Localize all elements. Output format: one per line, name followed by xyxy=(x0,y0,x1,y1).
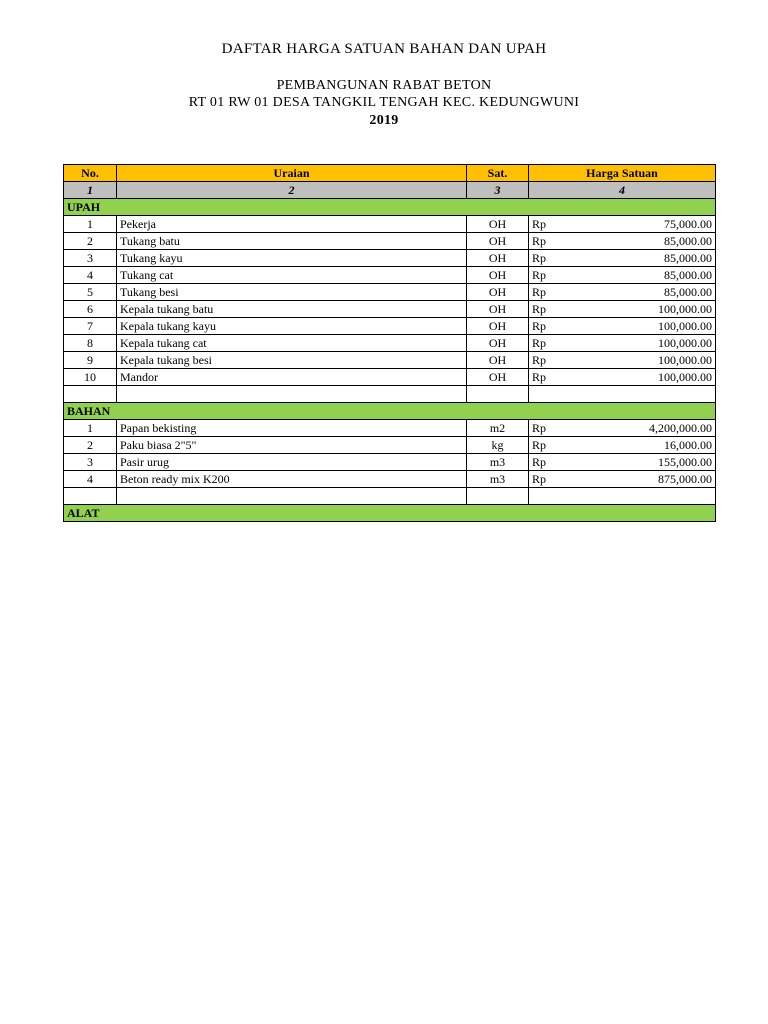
project-name: PEMBANGUNAN RABAT BETON xyxy=(276,78,492,93)
currency-label: Rp xyxy=(532,234,547,248)
row-price-cell xyxy=(529,233,716,250)
row-description: Tukang cat xyxy=(117,267,467,284)
row-description: Kepala tukang kayu xyxy=(117,318,467,335)
row-unit: OH xyxy=(467,301,529,318)
row-description: Tukang besi xyxy=(117,284,467,301)
currency-label: Rp xyxy=(532,455,547,469)
empty-row xyxy=(64,386,716,403)
row-price-cell xyxy=(529,369,716,386)
row-number: 9 xyxy=(64,352,117,369)
row-unit: m2 xyxy=(467,420,529,437)
row-number: 3 xyxy=(64,454,117,471)
table-row xyxy=(64,233,716,250)
price-table xyxy=(63,164,716,522)
row-price-cell xyxy=(529,216,716,233)
section-label: UPAH xyxy=(64,199,716,216)
row-number: 4 xyxy=(64,267,117,284)
row-number: 1 xyxy=(64,216,117,233)
column-header-no: No. xyxy=(64,165,117,182)
row-price: 100,000.00 xyxy=(658,302,712,316)
row-unit: m3 xyxy=(467,454,529,471)
project-location: RT 01 RW 01 DESA TANGKIL TENGAH KEC. KEDUNGWUNI xyxy=(188,95,580,110)
table-row xyxy=(64,216,716,233)
row-number: 8 xyxy=(64,335,117,352)
row-price-cell xyxy=(529,267,716,284)
table-row xyxy=(64,454,716,471)
row-description: Paku biasa 2"5" xyxy=(117,437,467,454)
row-price-cell xyxy=(529,335,716,352)
empty-cell xyxy=(467,386,529,403)
row-number: 1 xyxy=(64,420,117,437)
column-header-uraian: Uraian xyxy=(117,165,467,182)
empty-cell xyxy=(64,386,117,403)
row-price: 875,000.00 xyxy=(658,472,712,486)
row-number: 2 xyxy=(64,437,117,454)
row-price: 85,000.00 xyxy=(664,268,712,282)
section-label: ALAT xyxy=(64,505,716,522)
column-index: 1 xyxy=(64,182,117,199)
row-unit: OH xyxy=(467,352,529,369)
row-number: 7 xyxy=(64,318,117,335)
row-unit: OH xyxy=(467,284,529,301)
currency-label: Rp xyxy=(532,268,547,282)
empty-cell xyxy=(529,386,716,403)
table-row xyxy=(64,420,716,437)
row-number: 3 xyxy=(64,250,117,267)
row-unit: m3 xyxy=(467,471,529,488)
column-index: 2 xyxy=(117,182,467,199)
row-price-cell xyxy=(529,352,716,369)
table-row xyxy=(64,284,716,301)
row-description: Pasir urug xyxy=(117,454,467,471)
column-index: 4 xyxy=(529,182,716,199)
row-description: Papan bekisting xyxy=(117,420,467,437)
row-unit: OH xyxy=(467,335,529,352)
row-unit: OH xyxy=(467,233,529,250)
column-header-sat: Sat. xyxy=(467,165,529,182)
section-row-alat xyxy=(64,505,716,522)
currency-label: Rp xyxy=(532,217,547,231)
row-unit: OH xyxy=(467,267,529,284)
row-description: Kepala tukang besi xyxy=(117,352,467,369)
row-price-cell xyxy=(529,471,716,488)
table-row xyxy=(64,301,716,318)
row-price: 100,000.00 xyxy=(658,319,712,333)
row-unit: OH xyxy=(467,216,529,233)
currency-label: Rp xyxy=(532,319,547,333)
column-index: 3 xyxy=(467,182,529,199)
row-price: 155,000.00 xyxy=(658,455,712,469)
table-row xyxy=(64,437,716,454)
currency-label: Rp xyxy=(532,285,547,299)
table-row xyxy=(64,250,716,267)
row-number: 4 xyxy=(64,471,117,488)
empty-row xyxy=(64,488,716,505)
empty-cell xyxy=(117,386,467,403)
currency-label: Rp xyxy=(532,370,547,384)
table-row xyxy=(64,318,716,335)
row-price: 4,200,000.00 xyxy=(649,421,712,435)
currency-label: Rp xyxy=(532,421,547,435)
row-description: Mandor xyxy=(117,369,467,386)
table-row xyxy=(64,352,716,369)
empty-cell xyxy=(64,488,117,505)
row-unit: OH xyxy=(467,250,529,267)
row-unit: OH xyxy=(467,369,529,386)
row-price-cell xyxy=(529,250,716,267)
section-label: BAHAN xyxy=(64,403,716,420)
currency-label: Rp xyxy=(532,472,547,486)
currency-label: Rp xyxy=(532,302,547,316)
column-index-row xyxy=(64,182,716,199)
row-unit: OH xyxy=(467,318,529,335)
table-row xyxy=(64,267,716,284)
row-price: 85,000.00 xyxy=(664,251,712,265)
currency-label: Rp xyxy=(532,438,547,452)
row-number: 2 xyxy=(64,233,117,250)
row-price: 75,000.00 xyxy=(664,217,712,231)
row-number: 10 xyxy=(64,369,117,386)
row-price: 100,000.00 xyxy=(658,370,712,384)
column-header-harga: Harga Satuan xyxy=(529,165,716,182)
project-year: 2019 xyxy=(369,113,399,128)
empty-cell xyxy=(467,488,529,505)
row-description: Tukang kayu xyxy=(117,250,467,267)
row-number: 6 xyxy=(64,301,117,318)
section-row-bahan xyxy=(64,403,716,420)
row-price: 85,000.00 xyxy=(664,234,712,248)
row-number: 5 xyxy=(64,284,117,301)
row-description: Beton ready mix K200 xyxy=(117,471,467,488)
table-header-row xyxy=(64,165,716,182)
row-price-cell xyxy=(529,284,716,301)
row-description: Pekerja xyxy=(117,216,467,233)
currency-label: Rp xyxy=(532,336,547,350)
row-description: Tukang batu xyxy=(117,233,467,250)
row-price-cell xyxy=(529,301,716,318)
row-price-cell xyxy=(529,318,716,335)
row-price: 16,000.00 xyxy=(664,438,712,452)
table-row xyxy=(64,335,716,352)
empty-cell xyxy=(529,488,716,505)
row-description: Kepala tukang cat xyxy=(117,335,467,352)
currency-label: Rp xyxy=(532,251,547,265)
table-row xyxy=(64,471,716,488)
row-description: Kepala tukang batu xyxy=(117,301,467,318)
section-row-upah xyxy=(64,199,716,216)
row-price-cell xyxy=(529,454,716,471)
row-price-cell xyxy=(529,437,716,454)
row-price: 85,000.00 xyxy=(664,285,712,299)
row-unit: kg xyxy=(467,437,529,454)
document-title: DAFTAR HARGA SATUAN BAHAN DAN UPAH xyxy=(221,41,547,57)
row-price: 100,000.00 xyxy=(658,353,712,367)
row-price-cell xyxy=(529,420,716,437)
currency-label: Rp xyxy=(532,353,547,367)
row-price: 100,000.00 xyxy=(658,336,712,350)
empty-cell xyxy=(117,488,467,505)
table-row xyxy=(64,369,716,386)
